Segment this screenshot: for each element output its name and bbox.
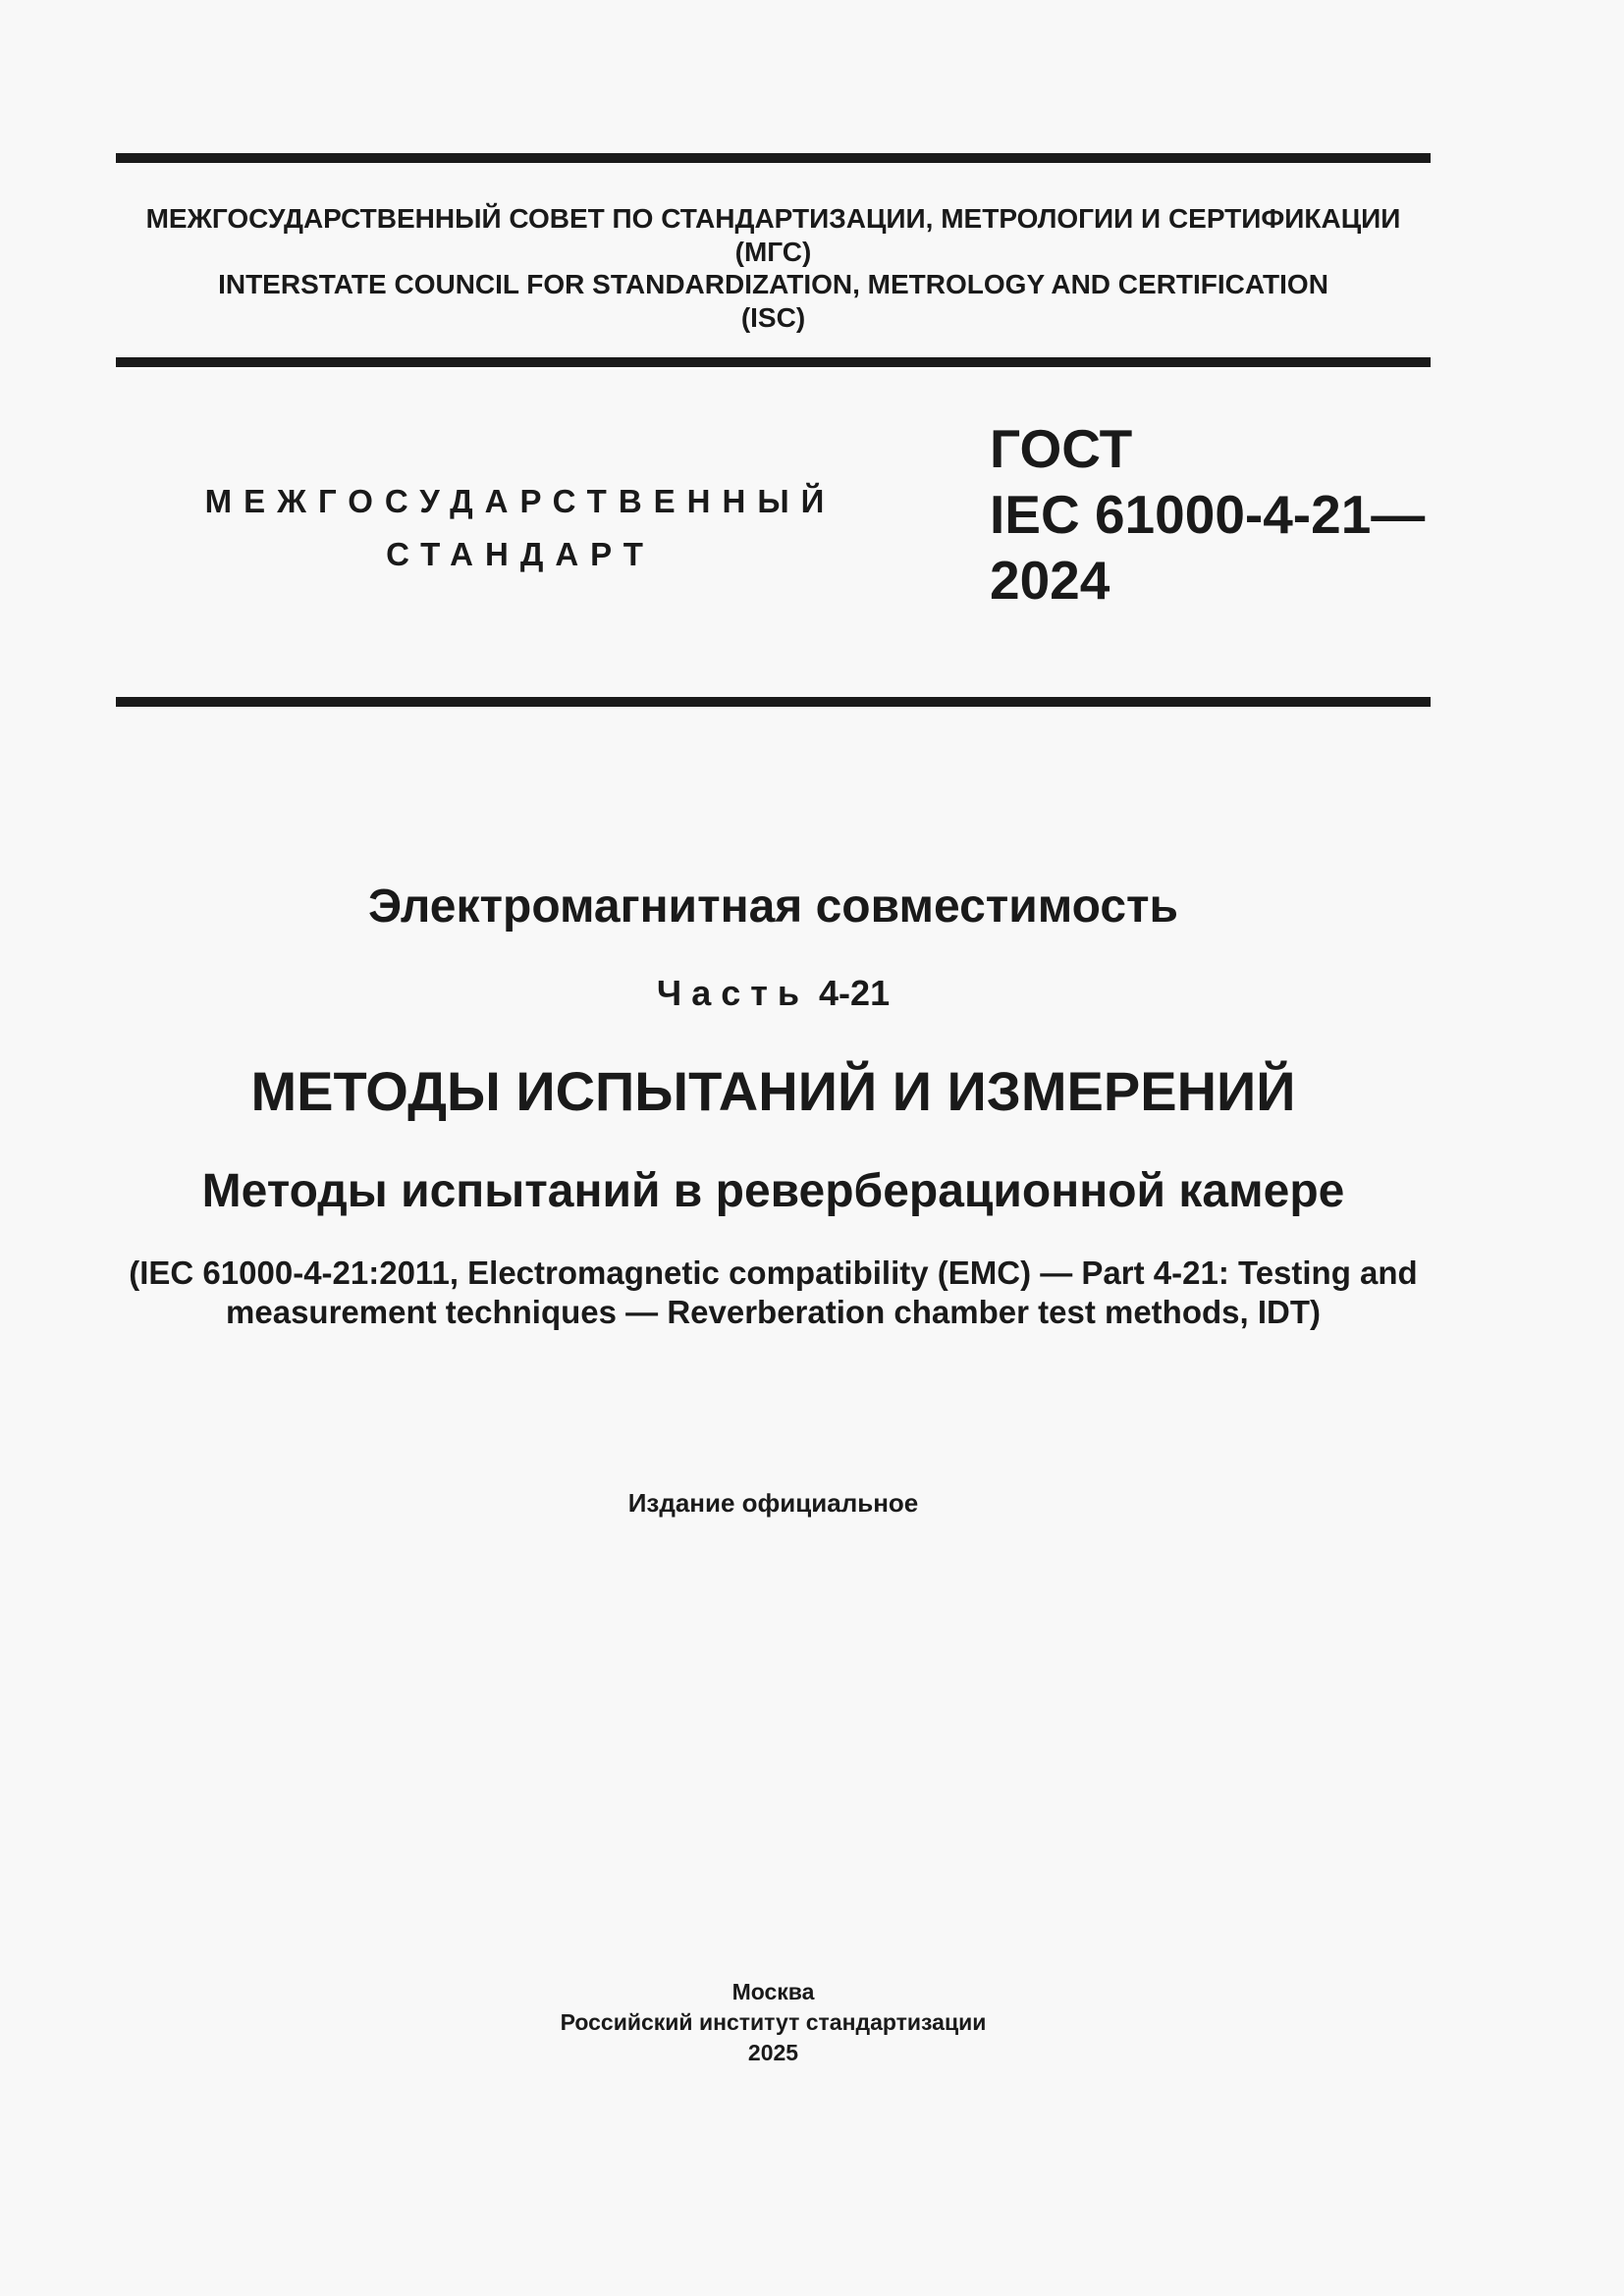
council-name-ru: МЕЖГОСУДАРСТВЕННЫЙ СОВЕТ ПО СТАНДАРТИЗАЦИИ, МЕТРОЛОГИИ И СЕРТИФИКАЦИИ: [145, 203, 1401, 234]
international-reference-line2: measurement techniques — Reverberation chamber test methods, IDT): [226, 1294, 1321, 1330]
council-abbr-en: (ISC): [740, 301, 806, 333]
edition-label: Издание официальное: [627, 1488, 919, 1518]
part-word: Часть: [656, 973, 810, 1013]
international-reference: [116, 1254, 1431, 1332]
designation-rule: [116, 697, 1431, 707]
imprint-publisher: Российский институт стандартизации: [560, 2009, 987, 2035]
standard-year: 2024: [990, 550, 1110, 611]
part-number: 4-21: [819, 973, 891, 1013]
document-subtitle: МЕТОДЫ ИСПЫТАНИЙ И ИЗМЕРЕНИЙ: [250, 1060, 1296, 1122]
standard-number: IEC 61000-4-21—: [990, 484, 1426, 545]
document-title: Электромагнитная совместимость: [367, 881, 1179, 933]
international-reference-line1: (IEC 61000-4-21:2011, Electromagnetic compatibility (EMC) — Part 4-21: Testing and: [129, 1255, 1418, 1291]
standard-kind-line1: МЕЖГОСУДАРСТВЕННЫЙ: [204, 483, 837, 519]
standard-prefix: ГОСТ: [990, 418, 1133, 479]
standard-kind-line2: СТАНДАРТ: [386, 536, 655, 572]
document-subsubtitle: Методы испытаний в реверберационной камере: [201, 1165, 1345, 1217]
council-header: [116, 202, 1431, 334]
imprint-city: Москва: [731, 1979, 815, 2004]
council-abbr-ru: (МГС): [734, 236, 812, 267]
standard-designation: [990, 416, 1425, 614]
imprint-year: 2025: [747, 2040, 799, 2065]
imprint: [116, 1977, 1431, 2068]
top-rule: [116, 153, 1431, 163]
council-name-en: INTERSTATE COUNCIL FOR STANDARDIZATION, METROLOGY AND CERTIFICATION: [218, 269, 1328, 299]
header-rule: [116, 357, 1431, 367]
part-label: [116, 972, 1431, 1015]
standard-kind: [196, 475, 844, 581]
